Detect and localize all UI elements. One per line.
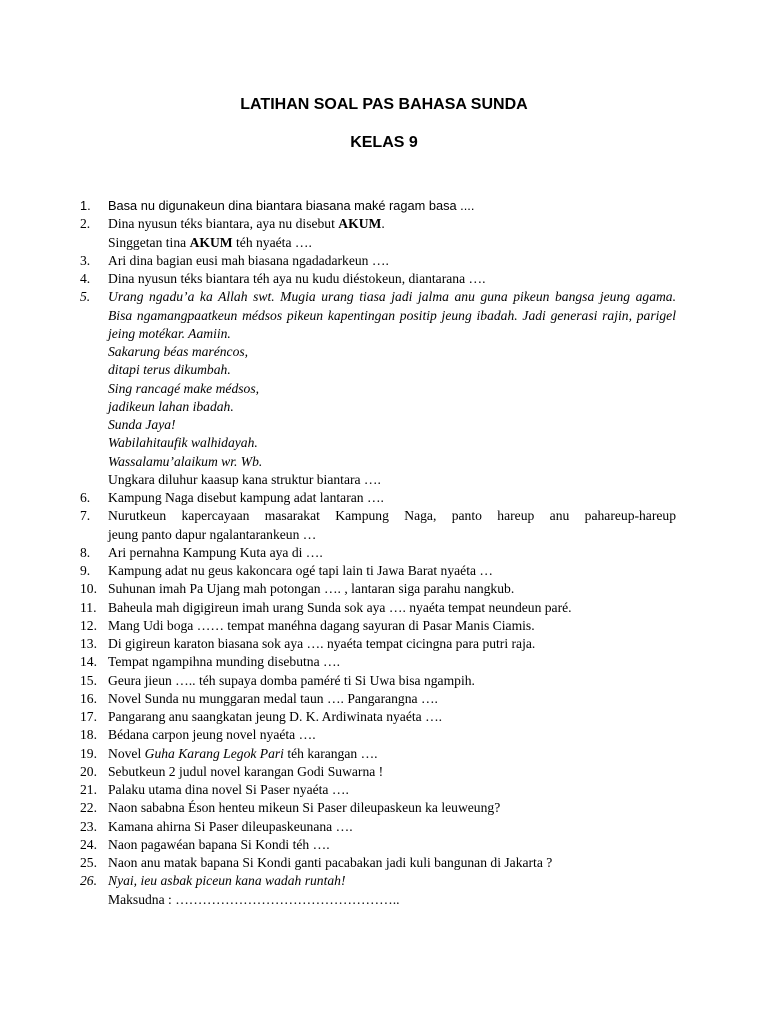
question-number: 11. [80,599,97,615]
question-number: 4. [80,271,91,286]
list-item [0,288,768,306]
question-text: jeung panto dapur ngalantarankeun … [108,526,317,542]
question-text: Kampung Naga disebut kampung adat lantaran …. [108,490,384,505]
list-item [0,343,768,361]
question-text: Ungkara diluhur kaasup kana struktur biantara …. [108,471,381,487]
list-item [0,234,768,252]
list-item [0,854,768,872]
question-number: 3. [80,252,91,268]
question-text: Novel Sunda nu munggaran medal taun …. Pangarangna …. [108,690,438,706]
question-text: Baheula mah digigireun imah urang Sunda sok aya …. nyaéta tempat neundeun paré. [108,599,572,615]
question-text: Basa nu digunakeun dina biantara biasana maké ragam basa .... [108,198,475,213]
question-number: 1. [80,198,91,213]
list-item [0,307,768,325]
list-item [0,434,768,452]
list-item [0,763,768,781]
list-item [0,507,768,525]
question-text: Bédana carpon jeung novel nyaéta …. [108,727,316,743]
question-number: 13. [80,636,97,651]
question-text: Singgetan tina AKUM téh nyaéta …. [108,234,312,250]
question-number: 24. [80,836,97,852]
question-number: 17. [80,709,97,724]
list-item [0,653,768,671]
list-item [0,745,768,763]
question-text: Mang Udi boga …… tempat manéhna dagang sayuran di Pasar Manis Ciamis. [108,617,535,633]
question-number: 19. [80,745,97,761]
list-item [0,361,768,379]
list-item [0,599,768,617]
question-text: Sing rancagé make médsos, [108,380,260,396]
question-text: Bisa ngamangpaatkeun médsos pikeun kapentingan positip jeung ibadah. Jadi generasi rajin, parigel [108,307,676,323]
list-item [0,872,768,890]
question-number: 22. [80,800,97,816]
list-item [0,726,768,744]
question-text: Naon sababna Éson henteu mikeun Si Paser dileupaskeun ka leuweung? [108,800,501,816]
question-text: Nyai, ieu asbak piceun kana wadah runtah! [108,873,346,889]
list-item [0,672,768,690]
question-text: Kampung adat nu geus kakoncara ogé tapi lain ti Jawa Barat nyaéta … [108,563,494,578]
list-item [0,489,768,507]
question-text: Palaku utama dina novel Si Paser nyaéta …. [108,782,349,797]
question-text: Pangarang anu saangkatan jeung D. K. Ardiwinata nyaéta …. [108,709,443,724]
question-text: Dina nyusun téks biantara, aya nu disebut AKUM. [108,216,385,232]
question-number: 15. [80,672,97,688]
question-text: Ari dina bagian eusi mah biasana ngadadarkeun …. [108,252,389,268]
question-text: Tempat ngampihna munding disebutna …. [108,654,340,670]
list-item [0,416,768,434]
list-item [0,781,768,799]
question-number: 26. [80,873,97,889]
bold-term: AKUM [189,234,233,250]
list-item [0,562,768,580]
list-item [0,708,768,726]
question-text: Sunda Jaya! [108,417,176,432]
question-text: Naon anu matak bapana Si Kondi ganti pacabakan jadi kuli bangunan di Jakarta ? [108,855,553,870]
question-number: 21. [80,782,97,797]
question-number: 18. [80,727,97,743]
question-number: 8. [80,544,91,560]
list-item [0,635,768,653]
list-item [0,197,768,215]
list-item [0,453,768,471]
page-title: LATIHAN SOAL PAS BAHASA SUNDA [240,96,528,113]
list-item [0,799,768,817]
bold-term: AKUM [338,216,382,232]
question-text: jadikeun lahan ibadah. [108,398,234,414]
question-number: 23. [80,818,97,834]
list-item [0,526,768,544]
list-item [0,544,768,562]
question-number: 14. [80,654,97,670]
question-text: Di gigireun karaton biasana sok aya …. nyaéta tempat cicingna para putri raja. [108,636,536,651]
question-text: Maksudna : ………………………………………….. [108,891,400,907]
list-item [0,215,768,233]
list-item [0,836,768,854]
question-text: Sakarung béas maréncos, [108,344,249,359]
question-number: 6. [80,490,91,505]
list-item [0,380,768,398]
list-item [0,471,768,489]
list-item [0,617,768,635]
question-number: 9. [80,563,91,578]
question-text: Wabilahitaufik walhidayah. [108,435,258,451]
question-number: 20. [80,763,97,779]
question-text: Urang ngadu’a ka Allah swt. Mugia urang tiasa jadi jalma anu guna pikeun bangsa jeung agama. [108,289,676,305]
list-item [0,252,768,270]
question-text: Geura jieun ….. téh supaya domba paméré ti Si Uwa bisa ngampih. [108,672,475,688]
question-number: 10. [80,581,97,597]
question-text: Nurutkeun kapercayaan masarakat Kampung Naga, panto hareup anu pahareup-hareup [108,508,676,524]
question-number: 25. [80,855,97,870]
question-text: Ari pernahna Kampung Kuta aya di …. [108,544,323,560]
list-item [0,398,768,416]
question-number: 5. [80,289,91,305]
novel-title: Guha Karang Legok Pari [144,745,284,761]
list-item [0,891,768,909]
question-text: ditapi terus dikumbah. [108,362,231,378]
question-text: Dina nyusun téks biantara téh aya nu kudu diéstokeun, diantarana …. [108,271,486,286]
list-item [0,325,768,343]
question-list [0,197,768,909]
question-number: 12. [80,617,97,633]
question-text: Novel Guha Karang Legok Pari téh karangan …. [108,745,378,761]
question-number: 7. [80,508,91,524]
question-text: Sebutkeun 2 judul novel karangan Godi Suwarna ! [108,763,384,779]
question-text: Suhunan imah Pa Ujang mah potongan …. , lantaran siga parahu nangkub. [108,581,515,597]
question-text: Kamana ahirna Si Paser dileupaskeunana …. [108,818,353,834]
question-text: jeing motékar. Aamiin. [108,325,231,341]
list-item [0,270,768,288]
question-number: 16. [80,690,97,706]
list-item [0,818,768,836]
question-number: 2. [80,216,91,232]
question-text: Wassalamu’alaikum wr. Wb. [108,453,263,469]
page-subtitle: KELAS 9 [350,134,418,151]
list-item [0,690,768,708]
list-item [0,580,768,598]
question-text: Naon pagawéan bapana Si Kondi téh …. [108,836,330,852]
